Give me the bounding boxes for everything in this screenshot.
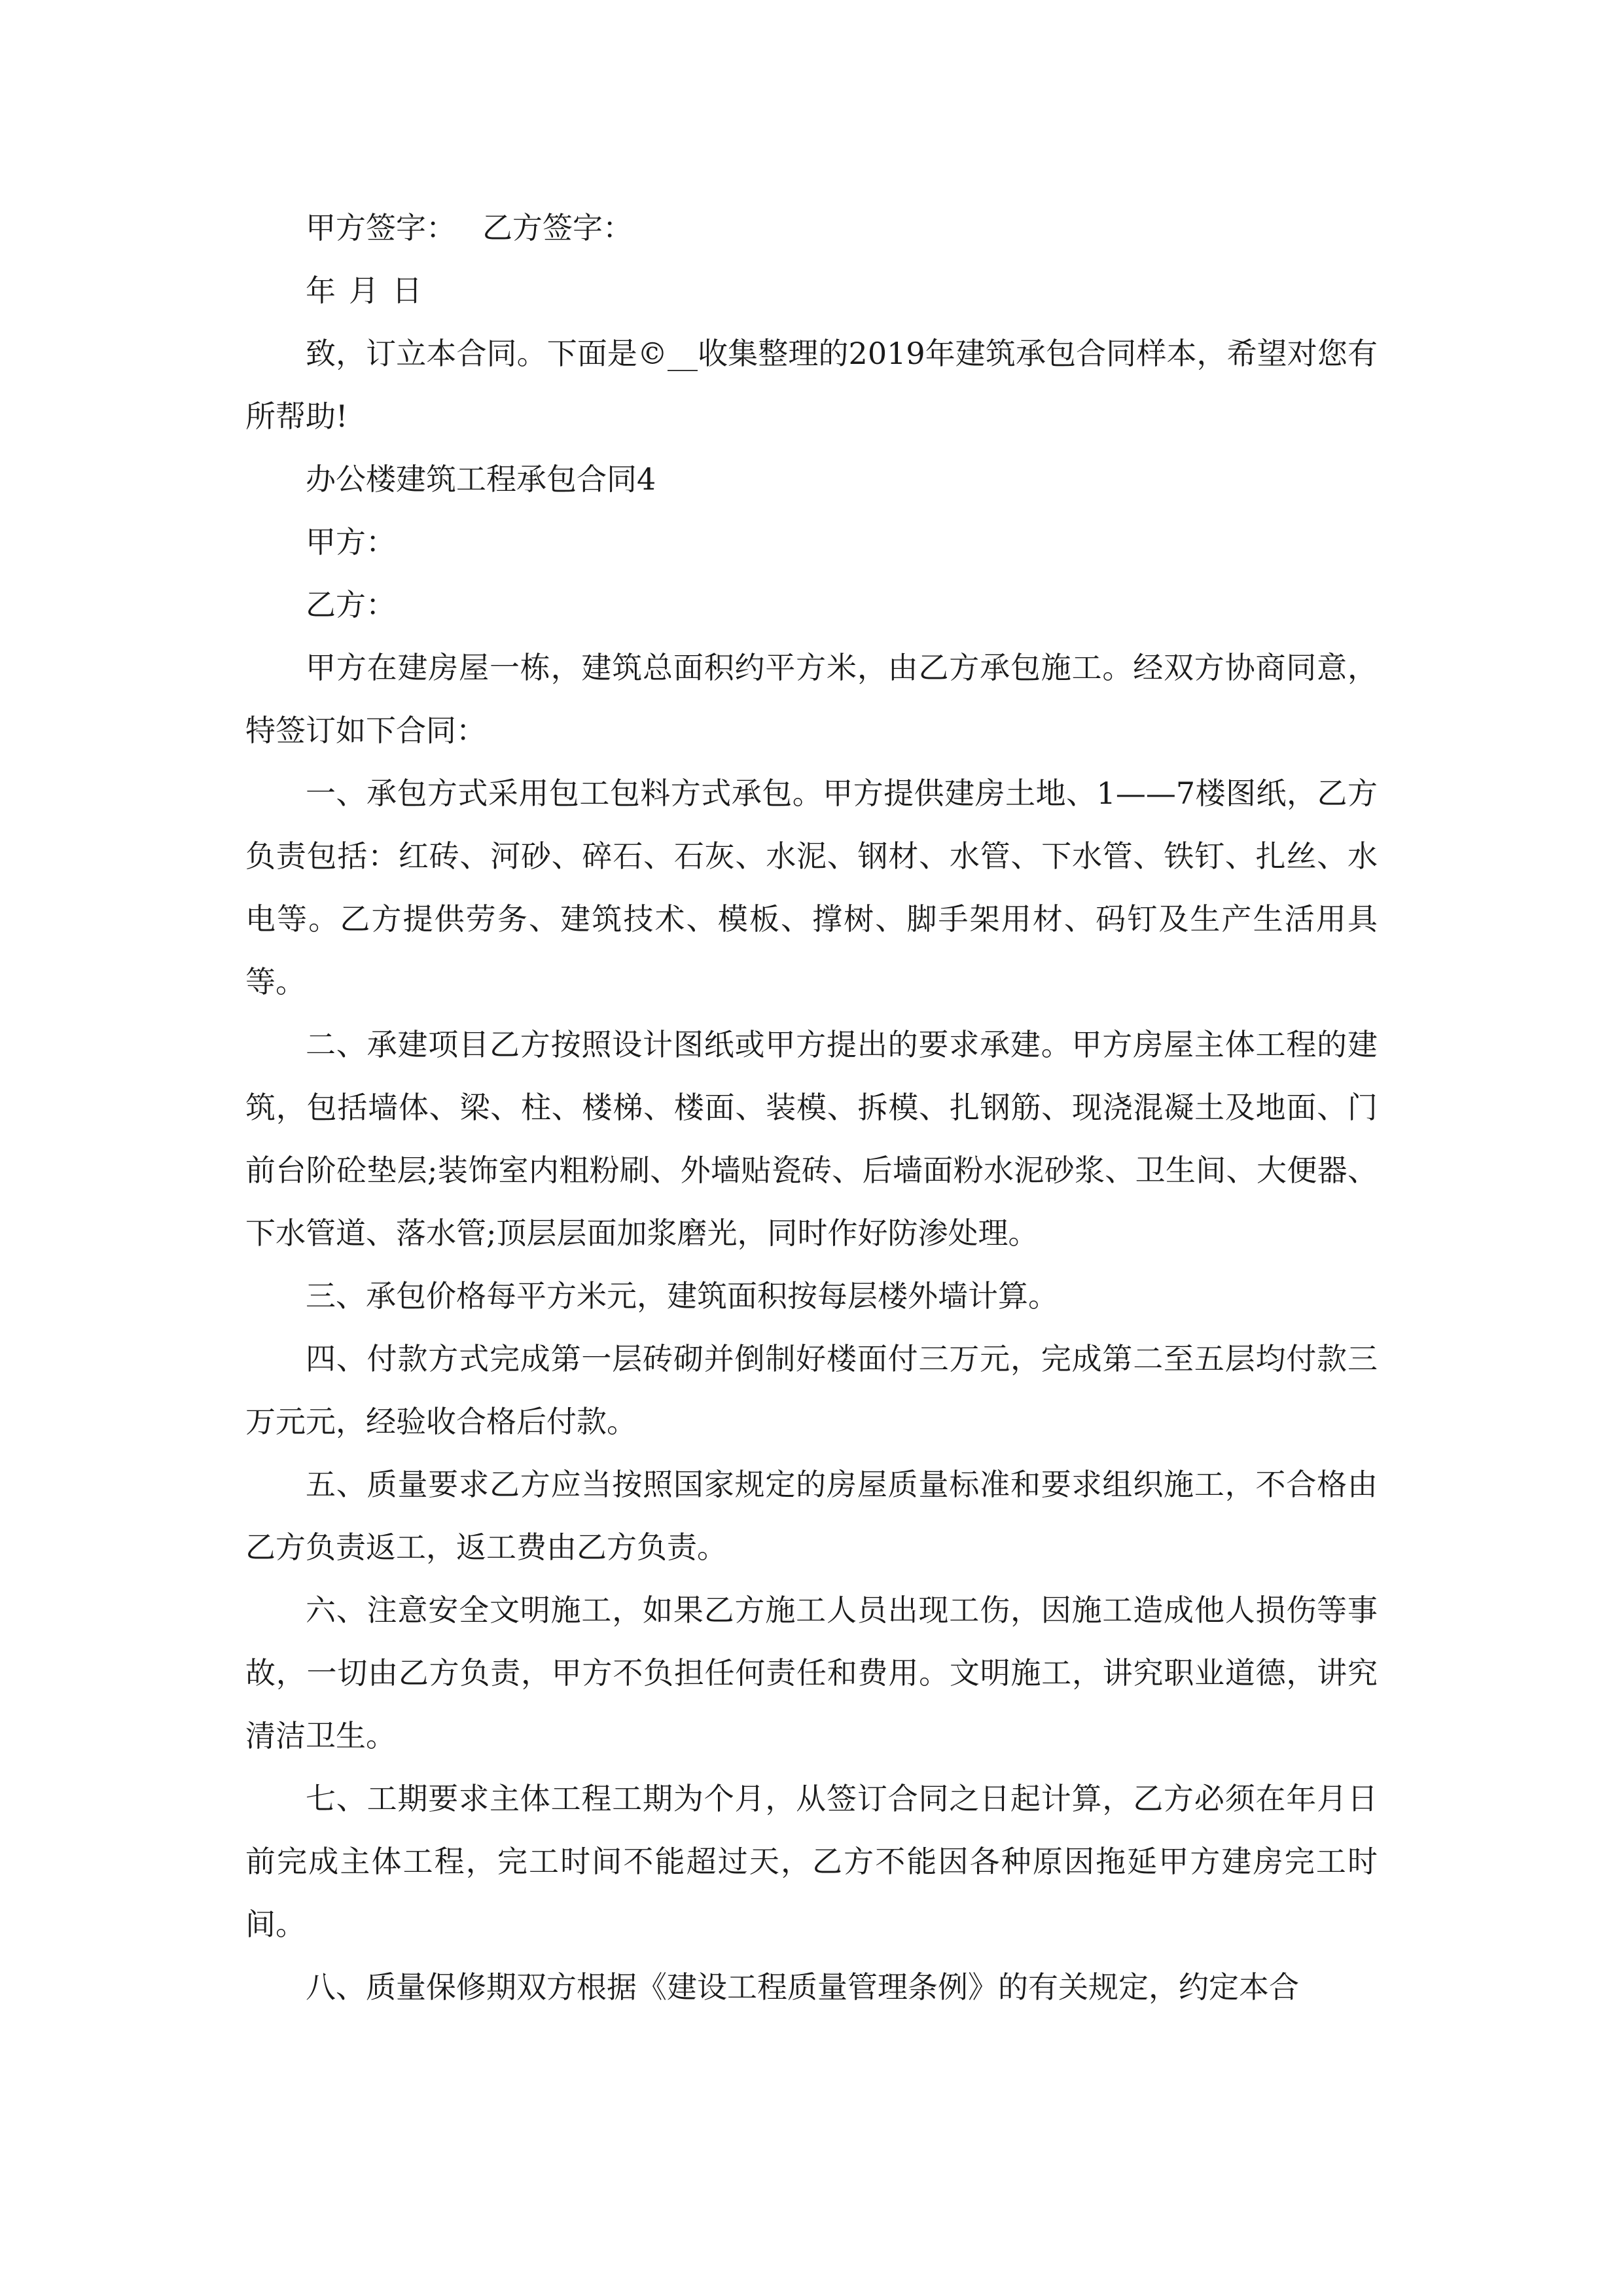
clause-5: 五、质量要求乙方应当按照国家规定的房屋质量标准和要求组织施工，不合格由乙方负责返工，返工费由乙方负责。 — [245, 1467, 1378, 1565]
clause-7: 七、工期要求主体工程工期为个月，从签订合同之日起计算，乙方必须在年月日前完成主体工程，完工时间不能超过天，乙方不能因各种原因拖延甲方建房完工时间。 — [245, 1781, 1378, 1942]
contract-title: 办公楼建筑工程承包合同4 — [306, 461, 656, 497]
party-b-label: 乙方： — [306, 587, 396, 622]
party-a-label: 甲方： — [306, 524, 396, 560]
clause-1: 一、承包方式采用包工包料方式承包。甲方提供建房土地、1——7楼图纸，乙方负责包括：红砖、河砂、碎石、石灰、水泥、钢材、水管、下水管、铁钉、扎丝、水电等。乙方提供劳务、建筑技术、模板、撑树、脚手架用材、码钉及生产生活用具等。 — [245, 776, 1378, 999]
party-a-signature: 甲方签字： — [306, 210, 456, 245]
signature-line — [245, 196, 1378, 259]
date-month: 月 — [349, 273, 379, 308]
clause-3: 三、承包价格每平方米元，建筑面积按每层楼外墙计算。 — [306, 1278, 1058, 1314]
date-year: 年 — [306, 273, 336, 308]
document-body — [245, 196, 1378, 2018]
clause-6: 六、注意安全文明施工，如果乙方施工人员出现工伤，因施工造成他人损伤等事故，一切由乙方负责，甲方不负担任何责任和费用。文明施工，讲究职业道德，讲究清洁卫生。 — [245, 1592, 1378, 1753]
date-line — [245, 259, 1378, 322]
clause-8: 八、质量保修期双方根据《建设工程质量管理条例》的有关规定，约定本合 — [306, 1969, 1299, 2005]
clause-4: 四、付款方式完成第一层砖砌并倒制好楼面付三万元，完成第二至五层均付款三万元元，经验收合格后付款。 — [245, 1341, 1378, 1439]
preamble-paragraph: 甲方在建房屋一栋，建筑总面积约平方米，由乙方承包施工。经双方协商同意，特签订如下合同： — [245, 650, 1378, 748]
clause-2: 二、承建项目乙方按照设计图纸或甲方提出的要求承建。甲方房屋主体工程的建筑，包括墙体、梁、柱、楼梯、楼面、装模、拆模、扎钢筋、现浇混凝土及地面、门前台阶砼垫层;装饰室内粗粉刷、外墙贴瓷砖、后墙面粉水泥砂浆、卫生间、大便器、下水管道、落水管;顶层层面加浆磨光，同时作好防渗处理。 — [245, 1027, 1378, 1251]
party-b-signature: 乙方签字： — [482, 210, 633, 245]
intro-paragraph: 致，订立本合同。下面是©__收集整理的2019年建筑承包合同样本，希望对您有所帮助! — [245, 336, 1378, 434]
date-day: 日 — [392, 273, 422, 308]
